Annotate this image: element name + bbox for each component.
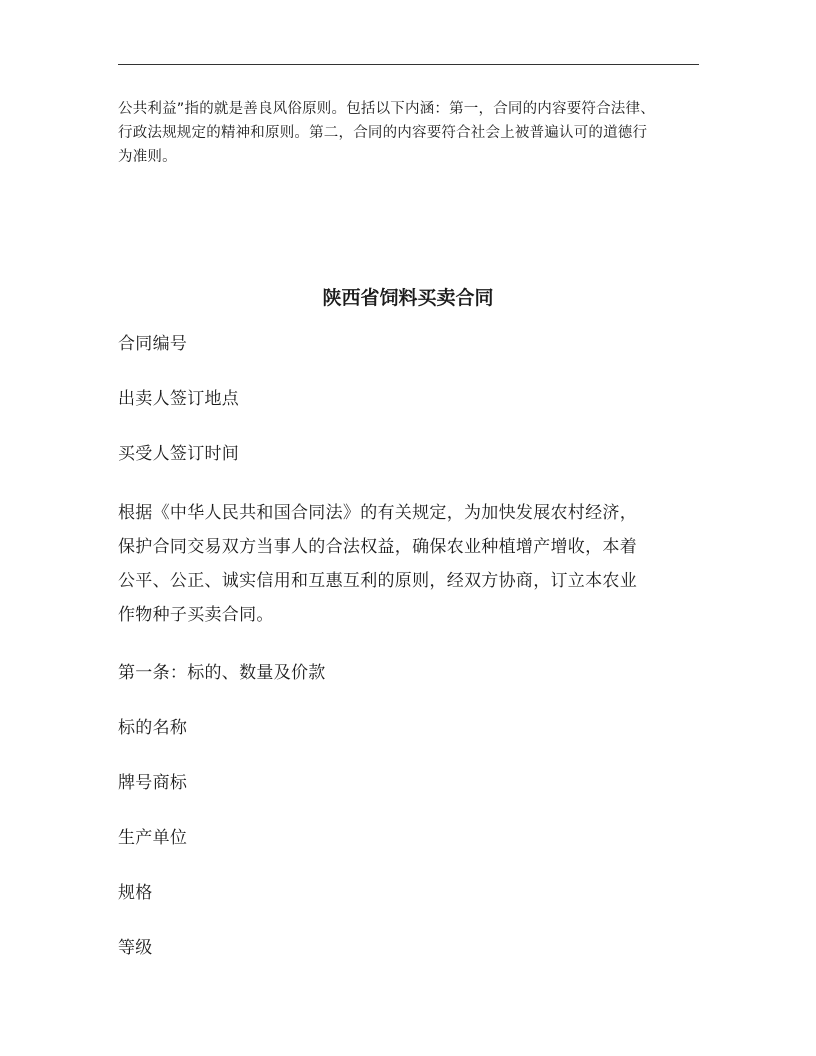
header-rule <box>118 64 699 65</box>
contract-number-field: 合同编号 <box>118 334 188 354</box>
article1-item: 等级 <box>118 938 153 958</box>
article1-heading: 第一条：标的、数量及价款 <box>118 663 326 683</box>
seller-place-field: 出卖人签订地点 <box>118 389 240 409</box>
article1-item: 生产单位 <box>118 828 188 848</box>
preamble-paragraph: 根据《中华人民共和国合同法》的有关规定，为加快发展农村经济， 保护合同交易双方当事人的合法权益，确保农业种植增产增收，本着 公平、公正、诚实信用和互惠互利的原则，经双方协商，订立本农业 作物种子买卖合同。 <box>118 503 637 625</box>
article1-item: 标的名称 <box>118 718 188 738</box>
buyer-time-field: 买受人签订时间 <box>118 444 240 464</box>
document-title: 陕西省饲料买卖合同 <box>322 287 494 309</box>
article1-item: 牌号商标 <box>118 773 188 793</box>
intro-paragraph: 公共利益”指的就是善良风俗原则。包括以下内涵：第一，合同的内容要符合法律、 行政法规规定的精神和原则。第二，合同的内容要符合社会上被普遍认可的道德行 为准则。 <box>118 101 655 165</box>
article1-item: 规格 <box>118 883 153 903</box>
